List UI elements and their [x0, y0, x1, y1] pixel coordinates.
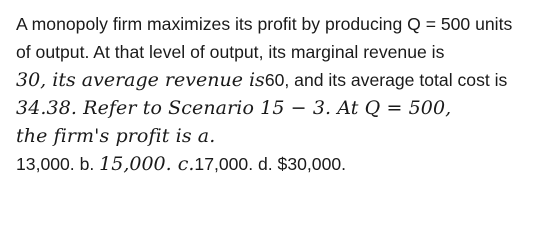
option-fragment-1: 13,000. b. [16, 154, 95, 174]
math-fragment: 30, its average revenue is [16, 69, 265, 91]
question-line-5: the firm's profit is a. [16, 125, 216, 147]
question-line-3 [16, 66, 552, 94]
question-line-4: 34.38. Refer to Scenario 15 − 3. At Q = 500, [16, 97, 452, 119]
question-line-1: A monopoly firm maximizes its profit by producing Q = 500 units [16, 14, 513, 34]
text-fragment: 60, and its average total cost is [264, 70, 508, 90]
option-fragment-3: 17,000. d. $30,000. [194, 154, 347, 174]
answer-options-line [16, 150, 552, 178]
question-text [16, 10, 552, 178]
option-fragment-2: 15,000. c. [99, 153, 195, 175]
question-line-2: of output. At that level of output, its marginal revenue is [16, 42, 445, 62]
